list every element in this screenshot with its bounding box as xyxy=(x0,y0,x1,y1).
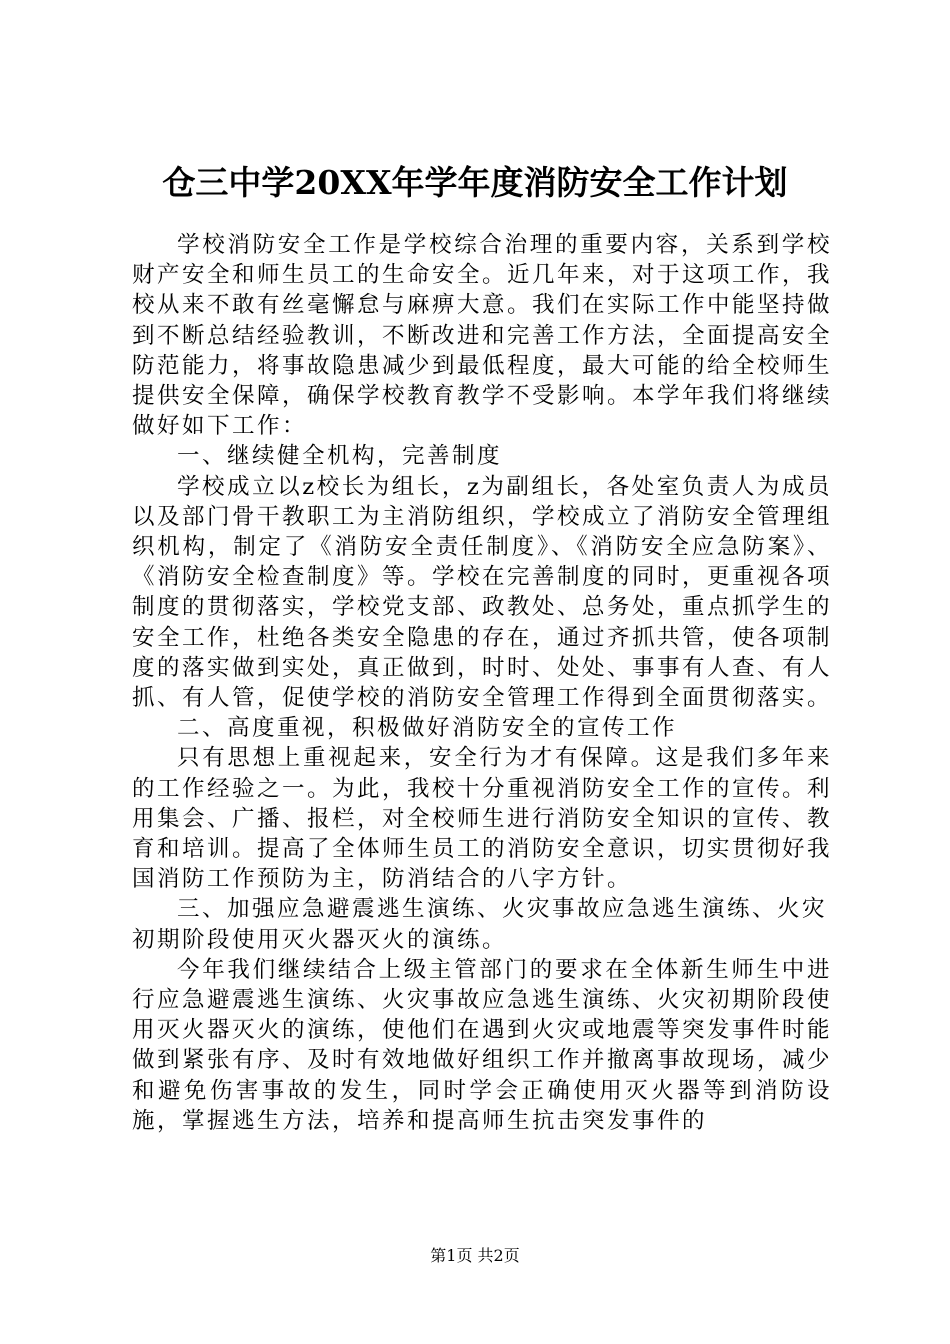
paragraph-section-3: 今年我们继续结合上级主管部门的要求在全体新生师生中进行应急避震逃生演练、火灾事故应急逃生演练、火灾初期阶段使用灭火器灭火的演练，使他们在遇到火灾或地震等突发事件时能做到紧张有序、及时有效地做好组织工作并撤离事故现场，减少和避免伤害事故的发生，同时学会正确使用灭火器等到消防设施，掌握逃生方法，培养和提高师生抗击突发事件的 xyxy=(132,956,833,1134)
document-body xyxy=(132,230,832,1136)
paragraph-intro: 学校消防安全工作是学校综合治理的重要内容，关系到学校财产安全和师生员工的生命安全。近几年来，对于这项工作，我校从来不敢有丝毫懈怠与麻痹大意。我们在实际工作中能坚持做到不断总结经验教训，不断改进和完善工作方法，全面提高安全防范能力，将事故隐患减少到最低程度，最大可能的给全校师生提供安全保障，确保学校教育教学不受影响。本学年我们将继续做好如下工作： xyxy=(132,232,833,440)
paragraph-section-1: 学校成立以z校长为组长，z为副组长，各处室负责人为成员以及部门骨干教职工为主消防组织，学校成立了消防安全管理组织机构，制定了《消防安全责任制度》、《消防安全应急防案》、《消防安全检查制度》等。学校在完善制度的同时，更重视各项制度的贯彻落实，学校党支部、政教处、总务处，重点抓学生的安全工作，杜绝各类安全隐患的存在，通过齐抓共管，使各项制度的落实做到实处，真正做到，时时、处处、事事有人查、有人抓、有人管，促使学校的消防安全管理工作得到全面贯彻落实。 xyxy=(132,473,833,712)
page-footer: 第1页 共2页 xyxy=(430,1246,520,1265)
section-heading-1: 一、继续健全机构，完善制度 xyxy=(177,443,503,470)
section-heading-2: 二、高度重视，积极做好消防安全的宣传工作 xyxy=(177,715,678,742)
paragraph-section-2: 只有思想上重视起来，安全行为才有保障。这是我们多年来的工作经验之一。为此，我校十分重视消防安全工作的宣传。利用集会、广播、报栏，对全校师生进行消防安全知识的宣传、教育和培训。提高了全体师生员工的消防安全意识，切实贯彻好我国消防工作预防为主，防消结合的八字方针。 xyxy=(132,745,833,893)
section-heading-3: 三、加强应急避震逃生演练、火灾事故应急逃生演练、火灾初期阶段使用灭火器灭火的演练。 xyxy=(132,896,828,953)
document-title: 仓三中学20XX年学年度消防安全工作计划 xyxy=(162,163,788,202)
